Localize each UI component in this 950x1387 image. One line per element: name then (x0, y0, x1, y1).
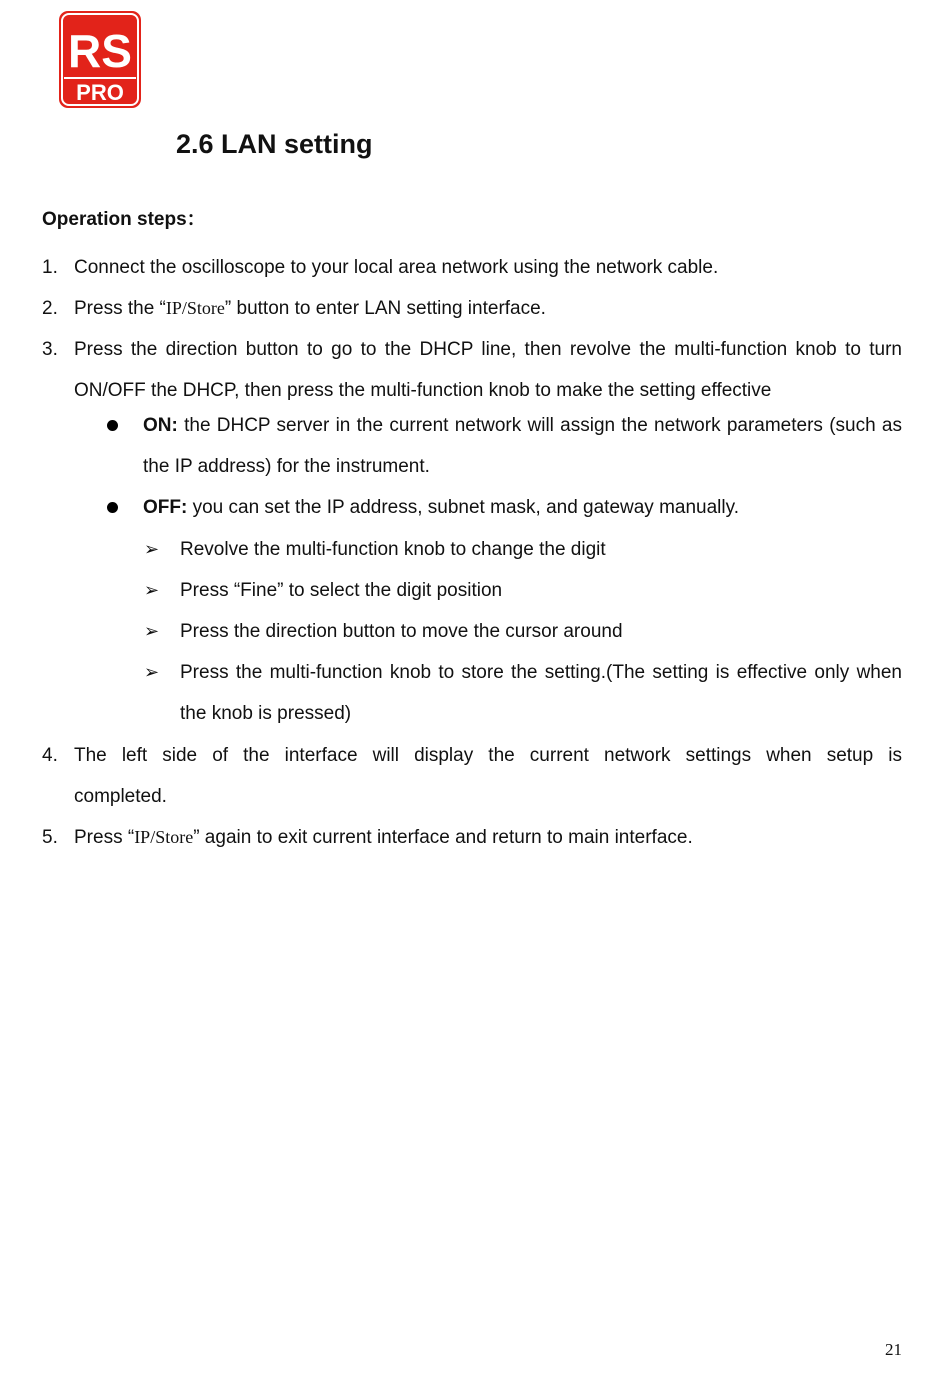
dhcp-options-list (74, 405, 902, 528)
step-number: 3. (42, 339, 58, 360)
step-number: 5. (42, 827, 58, 848)
step-text: The left side of the interface will display the current network settings when setup is completed. (74, 745, 902, 807)
arrow-bullet-icon: ➢ (144, 662, 160, 682)
step-5 (42, 817, 902, 858)
section-title: 2.6 LAN setting (176, 129, 373, 159)
step-text-post: ” button to enter LAN setting interface. (224, 298, 546, 319)
step-4 (42, 735, 902, 817)
sub-item-text: Press the direction button to move the cursor around (180, 621, 623, 642)
steps-list-continued (42, 735, 902, 858)
bullet-label: ON: (143, 415, 178, 436)
bullet-dot-icon (107, 502, 118, 513)
arrow-bullet-icon: ➢ (144, 621, 160, 641)
bullet-text: you can set the IP address, subnet mask, and gateway manually. (187, 497, 739, 518)
step-text-pre: Press “ (74, 827, 135, 848)
step-number: 1. (42, 257, 58, 278)
sub-item-text: Press the multi-function knob to store the setting.(The setting is effective only when the knob is pressed) (180, 662, 902, 724)
sub-item (0, 570, 902, 611)
logo-bottom-text: PRO (76, 80, 124, 105)
sub-item-text: Revolve the multi-function knob to change the digit (180, 539, 606, 560)
manual-setup-list (0, 529, 902, 734)
sub-item (0, 529, 902, 570)
step-1 (42, 247, 902, 288)
step-text-pre: Press the “ (74, 298, 166, 319)
step-2 (42, 288, 902, 329)
steps-list (42, 247, 902, 411)
step-3 (42, 329, 902, 411)
operation-steps-heading: Operation steps： (42, 209, 206, 230)
sub-item-text: Press “Fine” to select the digit position (180, 580, 503, 601)
bullet-label: OFF: (143, 497, 188, 518)
logo-top-text: RS (68, 25, 132, 77)
sub-item (0, 652, 902, 734)
step-text: Connect the oscilloscope to your local area network using the network cable. (74, 257, 719, 278)
rs-pro-logo (59, 11, 141, 108)
arrow-bullet-icon: ➢ (144, 539, 160, 559)
sub-item (0, 611, 902, 652)
bullet-dot-icon (107, 420, 118, 431)
bullet-text: the DHCP server in the current network will assign the network parameters (such as the IP address) for the instrument. (143, 415, 902, 477)
key-name: IP/Store (134, 827, 194, 847)
step-text: Press the direction button to go to the DHCP line, then revolve the multi-function knob to turn ON/OFF the DHCP, then press the multi-function knob to make the setting effective (74, 339, 902, 401)
step-text-post: ” again to exit current interface and return to main interface. (193, 827, 693, 848)
arrow-bullet-icon: ➢ (144, 580, 160, 600)
bullet-off (0, 487, 902, 528)
key-name: IP/Store (165, 298, 225, 318)
bullet-on (0, 405, 902, 487)
page-number: 21 (885, 1340, 902, 1359)
step-number: 4. (42, 745, 58, 766)
step-number: 2. (42, 298, 58, 319)
